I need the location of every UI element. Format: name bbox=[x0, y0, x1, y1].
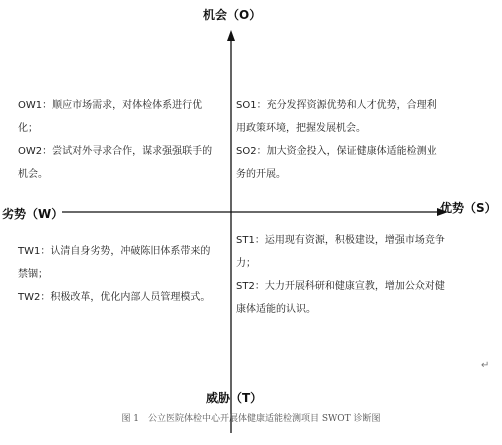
quadrant-ow bbox=[18, 94, 218, 186]
strategy-so1: SO1：充分发挥资源优势和人才优势，合理利用政策环境，把握发展机会。 bbox=[236, 100, 437, 134]
return-mark-icon: ↵ bbox=[481, 360, 490, 371]
axis-label-strength: 优势（S） bbox=[440, 201, 497, 215]
axis-label-opportunity: 机会（O） bbox=[203, 8, 262, 22]
up-arrow-icon bbox=[227, 30, 235, 41]
strategy-ow1: OW1：顺应市场需求，对体检体系进行优化； bbox=[18, 100, 203, 134]
strategy-st2: ST2：大力开展科研和健康宣教，增加公众对健康体适能的认识。 bbox=[236, 281, 445, 315]
strategy-tw2: TW2：积极改革，优化内部人员管理模式。 bbox=[18, 292, 211, 303]
quadrant-st bbox=[236, 229, 448, 321]
axis-label-weakness: 劣势（W） bbox=[2, 207, 64, 221]
strategy-so2: SO2：加大资金投入，保证健康体适能检测业务的开展。 bbox=[236, 146, 437, 180]
quadrant-tw bbox=[18, 240, 218, 309]
strategy-tw1: TW1：认清自身劣势，冲破陈旧体系带来的禁锢； bbox=[18, 246, 211, 280]
strategy-st1: ST1：运用现有资源，积极建设，增强市场竞争力； bbox=[236, 235, 445, 269]
axis-label-threat: 威胁（T） bbox=[206, 391, 263, 405]
figure-caption: 图 1 公立医院体检中心开展体健康适能检测项目 SWOT 诊断图 bbox=[121, 414, 381, 424]
quadrant-so bbox=[236, 94, 444, 186]
strategy-ow2: OW2：尝试对外寻求合作，谋求强强联手的机会。 bbox=[18, 146, 213, 180]
